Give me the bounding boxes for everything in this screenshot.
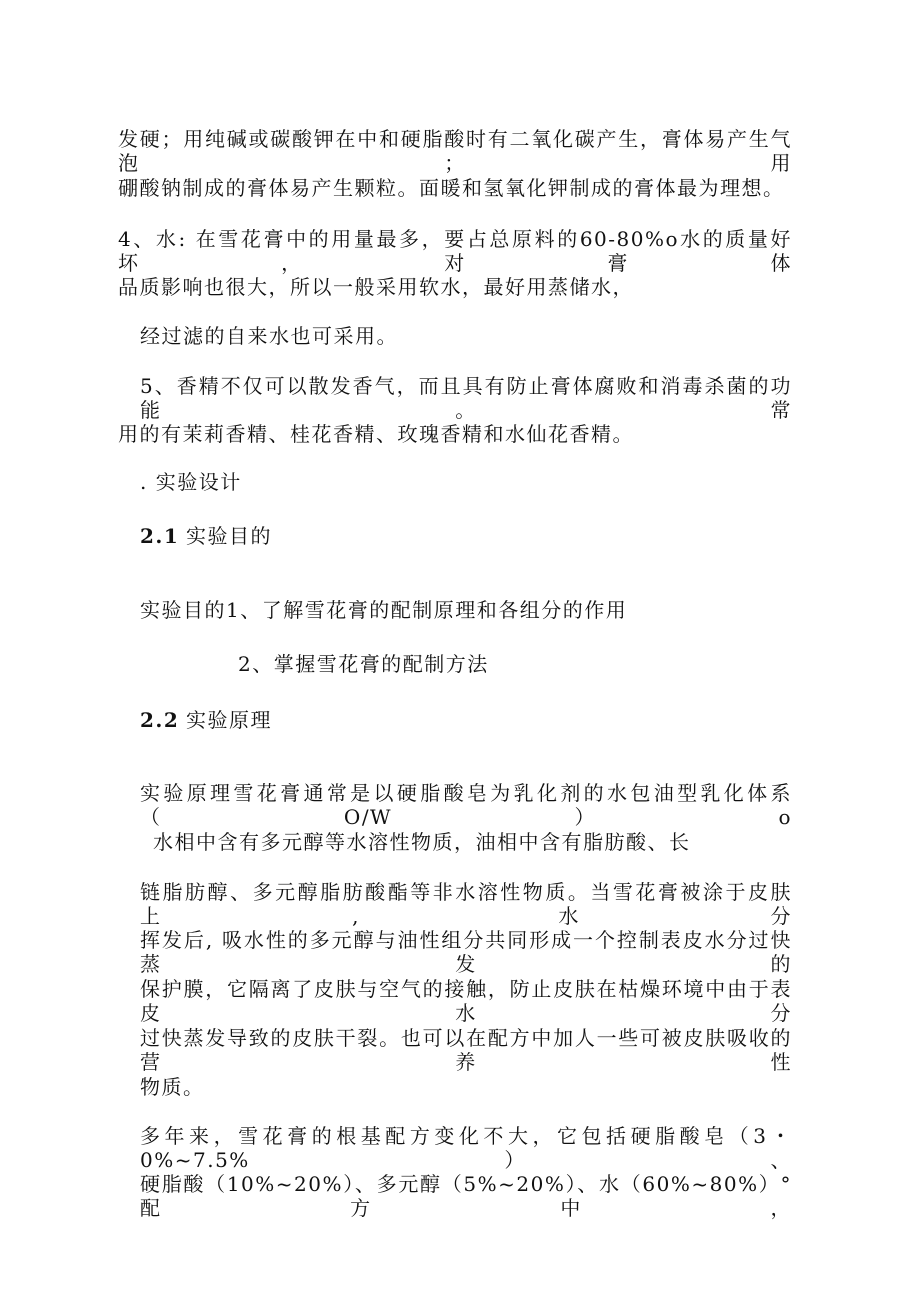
paragraph-line-2: 硼酸钠制成的膏体易产生颗粒。面暖和氢氧化钾制成的膏体最为理想。 — [118, 176, 785, 200]
subsection-number-2-2: 2.2 — [140, 708, 180, 732]
subsection-title-principle: 实验原理 — [186, 708, 272, 732]
item-4-water-line-1: 4、水: 在雪花膏中的用量最多，要占总原料的60-80%o水的质量好坏，对膏体 — [118, 227, 792, 275]
formula-line-1: 多年来，雪花膏的根基配方变化不大，它包括硬脂酸皂（3・0%~7.5%）、 — [140, 1124, 792, 1172]
subsection-title-purpose: 实验目的 — [186, 524, 272, 548]
item-4-water-line-2: 品质影响也很大，所以一般采用软水，最好用蒸储水， — [118, 275, 634, 299]
principle-line-1: 实验原理雪花膏通常是以硬脂酸皂为乳化剂的水包油型乳化体系（O/W）o — [140, 781, 792, 829]
section-heading-experiment-design: . 实验设计 — [140, 470, 242, 494]
item-5-fragrance-line-2: 用的有茉莉香精、桂花香精、玫瑰香精和水仙花香精。 — [118, 422, 634, 446]
purpose-item-2: 2、掌握雪花膏的配制方法 — [238, 652, 489, 676]
principle-line-3: 链脂肪醇、多元醇脂肪酸酯等非水溶性物质。当雪花膏被涂于皮肤上, 水分 — [140, 880, 792, 928]
principle-line-4: 挥发后, 吸水性的多元醇与油性组分共同形成一个控制表皮水分过快蒸发的 — [140, 928, 792, 976]
principle-line-2: 水相中含有多元醇等水溶性物质，油相中含有脂肪酸、长 — [153, 830, 691, 854]
principle-line-5: 保护膜，它隔离了皮肤与空气的接触，防止皮肤在枯燥环境中由于表皮水分 — [140, 977, 792, 1025]
paragraph-line-1: 发硬；用纯碱或碳酸钾在中和硬脂酸时有二氧化碳产生，膏体易产生气泡；用 — [118, 127, 792, 175]
principle-line-7: 物质。 — [140, 1075, 205, 1099]
principle-line-6: 过快蒸发导致的皮肤干裂。也可以在配方中加人一些可被皮肤吸收的营养性 — [140, 1026, 792, 1074]
item-5-fragrance-line-1: 5、香精不仅可以散发香气，而且具有防止膏体腐败和消毒杀菌的功能。常 — [140, 374, 792, 422]
item-4-water-line-3: 经过滤的自来水也可采用。 — [140, 324, 398, 348]
purpose-item-1: 实验目的1、了解雪花膏的配制原理和各组分的作用 — [140, 598, 628, 622]
formula-line-2: 硬脂酸（10%~20%）、多元醇（5%~20%）、水（60%~80%）°配方中， — [140, 1172, 792, 1220]
subsection-number-2-1: 2.1 — [140, 524, 180, 548]
